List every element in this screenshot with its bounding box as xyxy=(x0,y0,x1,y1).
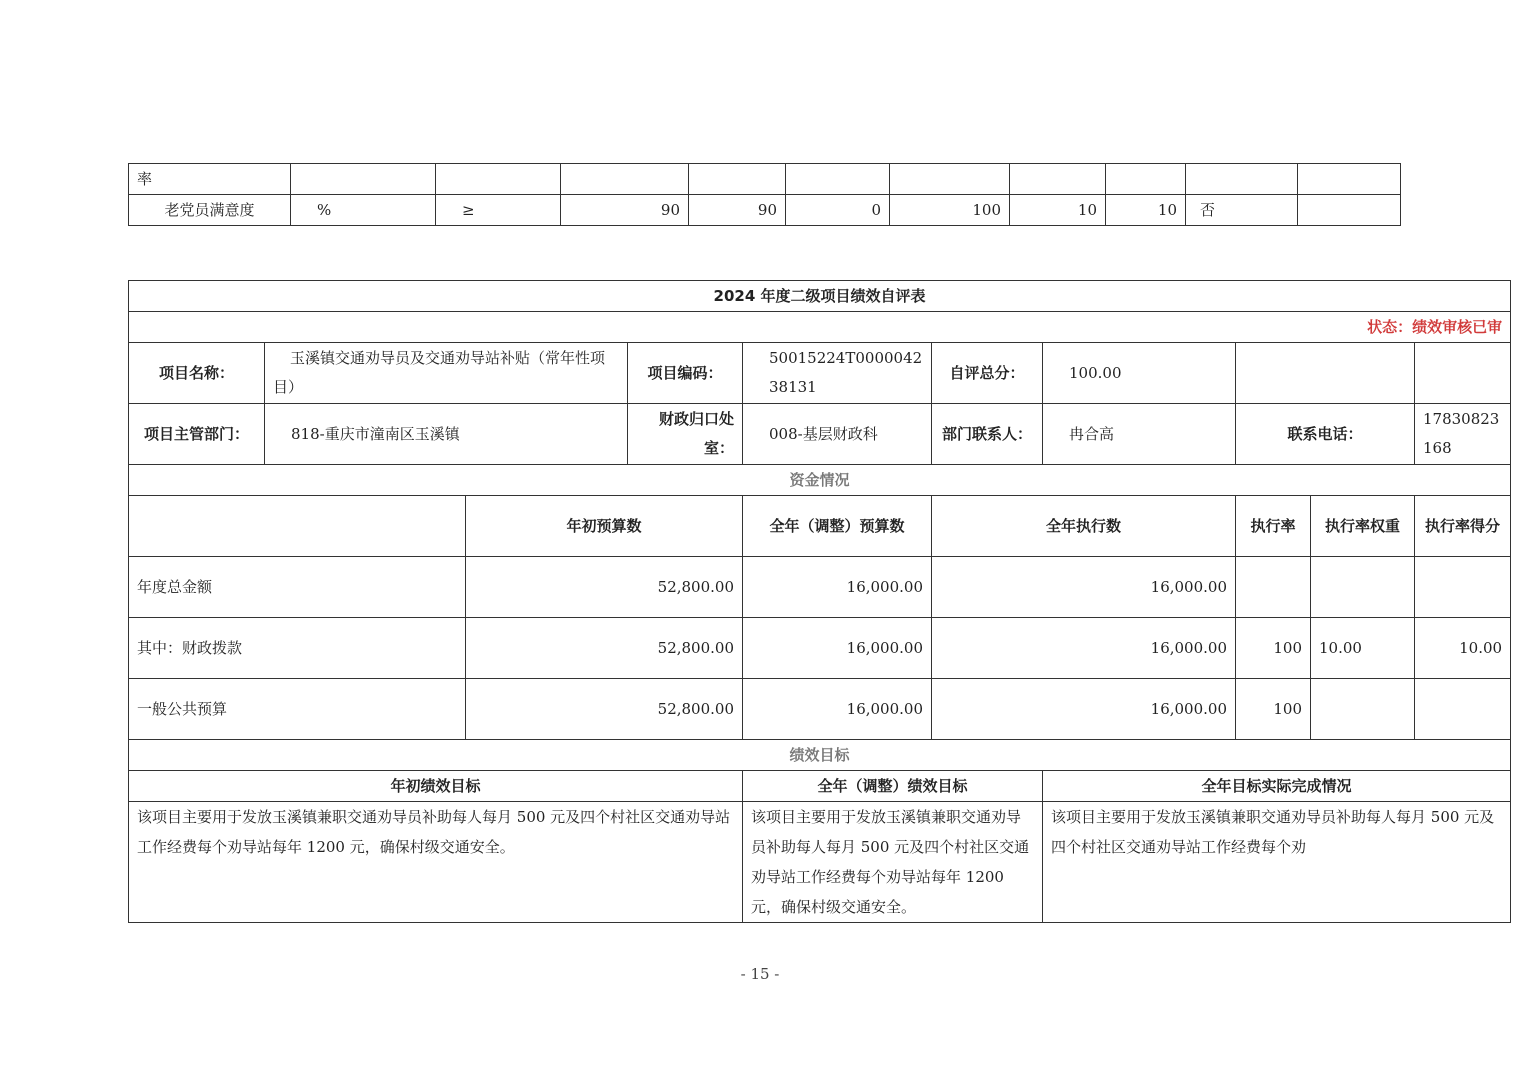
contact-value: 冉合高 xyxy=(1043,404,1236,465)
score-label: 自评总分： xyxy=(932,343,1043,404)
funds-rate: 100 xyxy=(1236,679,1311,740)
funds-initial: 52,800.00 xyxy=(466,557,743,618)
indicator-unit: % xyxy=(291,195,436,226)
status-row xyxy=(129,312,1511,343)
project-row xyxy=(129,343,1511,404)
funds-executed: 16,000.00 xyxy=(932,679,1236,740)
funds-score xyxy=(1415,557,1511,618)
finance-value: 008-基层财政科 xyxy=(743,404,932,465)
funds-executed: 16,000.00 xyxy=(932,618,1236,679)
table-row xyxy=(129,557,1511,618)
contact-label: 部门联系人： xyxy=(932,404,1043,465)
funds-score xyxy=(1415,679,1511,740)
indicator-value: 100 xyxy=(890,195,1010,226)
project-code: 50015224T000004238131 xyxy=(769,349,923,396)
evaluation-form xyxy=(128,280,1511,923)
funds-initial: 52,800.00 xyxy=(466,618,743,679)
funds-rate xyxy=(1236,557,1311,618)
total-score: 100.00 xyxy=(1043,343,1236,404)
funds-section-row xyxy=(129,465,1511,496)
table-row xyxy=(129,164,1401,195)
funds-weight xyxy=(1311,679,1415,740)
initial-goal-text: 该项目主要用于发放玉溪镇兼职交通劝导员补助每人每月 500 元及四个村社区交通劝导站工作经费每个劝导站每年 1200 元，确保村级交通安全。 xyxy=(129,802,743,923)
project-name: 玉溪镇交通劝导员及交通劝导站补贴（常年性项目） xyxy=(273,349,606,396)
funds-header-score: 执行率得分 xyxy=(1415,496,1511,557)
indicator-flag: 否 xyxy=(1186,195,1298,226)
dept-label: 项目主管部门： xyxy=(129,404,265,465)
goals-section-title: 绩效目标 xyxy=(129,740,1511,771)
indicator-adjusted-target: 90 xyxy=(689,195,786,226)
phone-label: 联系电话： xyxy=(1236,404,1415,465)
indicator-score: 10 xyxy=(1106,195,1186,226)
funds-row-label: 年度总金额 xyxy=(129,557,466,618)
funds-adjusted: 16,000.00 xyxy=(743,679,932,740)
indicator-name: 老党员满意度 xyxy=(129,195,291,226)
goals-header-actual: 全年目标实际完成情况 xyxy=(1043,771,1511,802)
status-badge: 状态：绩效审核已审 xyxy=(129,312,1511,343)
funds-initial: 52,800.00 xyxy=(466,679,743,740)
indicator-operator: ≥ xyxy=(436,195,561,226)
funds-rate: 100 xyxy=(1236,618,1311,679)
funds-header-adjusted: 全年（调整）预算数 xyxy=(743,496,932,557)
form-title: 2024 年度二级项目绩效自评表 xyxy=(129,281,1511,312)
funds-header-weight: 执行率权重 xyxy=(1311,496,1415,557)
project-name-label: 项目名称： xyxy=(129,343,265,404)
department-row xyxy=(129,404,1511,465)
goals-row xyxy=(129,802,1511,923)
funds-weight xyxy=(1311,557,1415,618)
title-row xyxy=(129,281,1511,312)
goals-header-initial: 年初绩效目标 xyxy=(129,771,743,802)
page-number: - 15 - xyxy=(740,965,780,983)
funds-header-initial: 年初预算数 xyxy=(466,496,743,557)
funds-header-executed: 全年执行数 xyxy=(932,496,1236,557)
indicator-table xyxy=(128,163,1401,226)
finance-label: 财政归口处室： xyxy=(628,404,743,465)
funds-score: 10.00 xyxy=(1415,618,1511,679)
actual-completion-text: 该项目主要用于发放玉溪镇兼职交通劝导员补助每人每月 500 元及四个村社区交通劝导站工作经费每个劝 xyxy=(1043,802,1511,923)
indicator-weight: 10 xyxy=(1010,195,1106,226)
goals-section-row xyxy=(129,740,1511,771)
dept-value: 818-重庆市潼南区玉溪镇 xyxy=(265,404,628,465)
goals-header-row xyxy=(129,771,1511,802)
table-row xyxy=(129,679,1511,740)
funds-row-label: 其中：财政拨款 xyxy=(129,618,466,679)
funds-section-title: 资金情况 xyxy=(129,465,1511,496)
goals-header-adjusted: 全年（调整）绩效目标 xyxy=(743,771,1043,802)
indicator-cell: 率 xyxy=(129,164,291,195)
table-row xyxy=(129,618,1511,679)
funds-adjusted: 16,000.00 xyxy=(743,618,932,679)
project-code-label: 项目编码： xyxy=(628,343,743,404)
funds-executed: 16,000.00 xyxy=(932,557,1236,618)
funds-header-row xyxy=(129,496,1511,557)
indicator-value: 0 xyxy=(786,195,890,226)
indicator-target: 90 xyxy=(561,195,689,226)
funds-row-label: 一般公共预算 xyxy=(129,679,466,740)
funds-adjusted: 16,000.00 xyxy=(743,557,932,618)
funds-weight: 10.00 xyxy=(1311,618,1415,679)
phone-value: 17830823168 xyxy=(1415,404,1511,465)
funds-header-rate: 执行率 xyxy=(1236,496,1311,557)
table-row xyxy=(129,195,1401,226)
adjusted-goal-text: 该项目主要用于发放玉溪镇兼职交通劝导员补助每人每月 500 元及四个村社区交通劝导站工作经费每个劝导站每年 1200 元，确保村级交通安全。 xyxy=(743,802,1043,923)
